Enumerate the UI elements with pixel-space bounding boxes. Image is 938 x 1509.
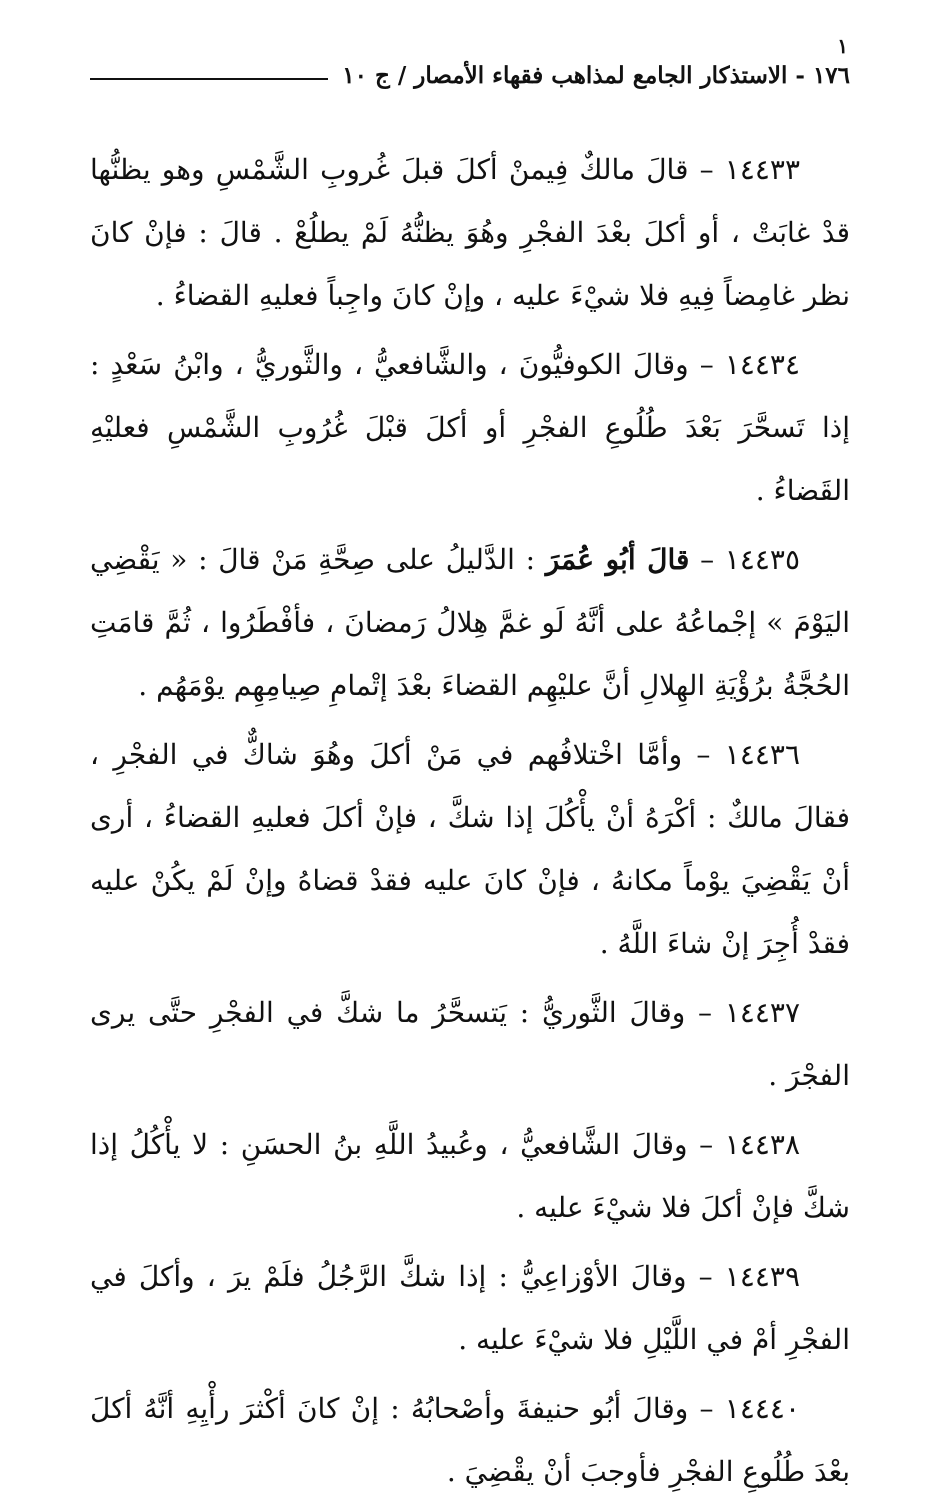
paragraph-number: ١٤٤٣٨ xyxy=(724,1128,800,1161)
paragraph-14436 xyxy=(90,723,850,975)
paragraph-speaker: قالَ أبُو عُمَرَ xyxy=(545,543,690,576)
running-header xyxy=(90,62,850,90)
paragraph-text: – وقالَ الثَّوريُّ : يَتسحَّرُ ما شكَّ في الفجْرِ حتَّى يرى الفجْرَ . xyxy=(90,996,850,1092)
paragraph-text: – وأمَّا اخْتلافُهم في مَنْ أكلَ وهُوَ شاكٌّ في الفجْرِ ، فقالَ مالكٌ : أكْرَهُ أنْ يأْكُلَ إذا شكَّ ، فإنْ أكلَ فعليهِ القضاءُ ، أرى أنْ يَقْضِيَ يوْماً مكانهُ ، فإنْ كانَ عليه فقدْ قضاهُ وإنْ لَمْ يكُنْ عليه فقدْ أُجِرَ إنْ شاءَ اللَّهُ . xyxy=(90,738,850,960)
paragraph-text: – قالَ مالكٌ فِيمنْ أكلَ قبلَ غُروبِ الشَّمْسِ وهو يظنُّها قدْ غابَتْ ، أو أكلَ بعْدَ الفجْرِ وهُوَ يظنُّهُ لَمْ يطلُعْ . قالَ : فإنْ كانَ نظر غامِضاً فِيهِ فلا شيْءَ عليه ، وإنْ كانَ واجِباً فعليهِ القضاءُ . xyxy=(90,153,850,312)
paragraph-number: ١٤٤٣٩ xyxy=(724,1260,800,1293)
running-header-title: ١٧٦ - الاستذكار الجامع لمذاهب فقهاء الأمصار / ج ١٠ xyxy=(342,62,850,89)
paragraph-14435: ١٤٤٣٥ – قالَ أبُو عُمَرَ : الدَّليلُ على صِحَّةِ مَنْ قالَ : « يَقْضِي اليَوْمَ » إجْماعُهُ على أنَّهُ لَو غمَّ هِلالُ رَمضانَ ، فأفْطَرُوا ، ثُمَّ قامَتِ الحُجَّةُ برُؤْيَةِ الهِلالِ أنَّ عليْهِم القضاءَ بعْدَ إتْمامِ صِيامِهِم يوْمَهُم . xyxy=(90,543,850,702)
paragraph-14439 xyxy=(90,1245,850,1371)
paragraph-14440 xyxy=(90,1377,850,1503)
body-text xyxy=(90,138,850,1509)
paragraph-14437 xyxy=(90,981,850,1107)
paragraph-text: – وقالَ الكوفيُّونَ ، والشَّافعيُّ ، والثَّوريُّ ، وابْنُ سَعْدٍ : إذا تَسحَّرَ بَعْدَ طُلُوعِ الفجْرِ أو أكلَ قبْلَ غُرُوبِ الشَّمْسِ فعليْهِ القَضاءُ . xyxy=(90,348,850,507)
page-top-mark: ١ xyxy=(837,34,848,58)
paragraph-14438 xyxy=(90,1113,850,1239)
paragraph-14433 xyxy=(90,138,850,327)
header-divider xyxy=(90,78,328,80)
paragraph-14434 xyxy=(90,333,850,522)
paragraph-text: – وقالَ الأوْزاعِيُّ : إذا شكَّ الرَّجُلُ فلَمْ يرَ ، وأكلَ في الفجْرِ أمْ في اللَّيْلِ فلا شيْءَ عليه . xyxy=(90,1260,850,1356)
paragraph-text: – وقالَ الشَّافعيُّ ، وعُبيدُ اللَّهِ بنُ الحسَنِ : لا يأْكُلُ إذا شكَّ فإنْ أكلَ فلا شيْءَ عليه . xyxy=(90,1128,850,1224)
paragraph-number: ١٤٤٣٤ xyxy=(724,348,801,381)
paragraph-text: : الدَّليلُ على صِحَّةِ مَنْ قالَ : « يَقْضِي اليَوْمَ » إجْماعُهُ على أنَّهُ لَو غمَّ هِلالُ رَمضانَ ، فأفْطَرُوا ، ثُمَّ قامَتِ الحُجَّةُ برُؤْيَةِ الهِلالِ أنَّ عليْهِم القضاءَ بعْدَ إتْمامِ صِيامِهِم يوْمَهُم . xyxy=(90,543,850,702)
paragraph-number: ١٤٤٣٧ xyxy=(724,996,801,1029)
paragraph-number: ١٤٤٣٦ xyxy=(724,738,800,771)
paragraph-number: ١٤٤٣٥ xyxy=(724,543,800,576)
paragraph-text: – وقالَ أبُو حنيفةَ وأصْحابُهُ : إنْ كانَ أكْثرَ رأْيِهِ أنَّهُ أكلَ بعْدَ طُلُوعِ الفجْرِ فأوجبَ أنْ يقْضِيَ . xyxy=(90,1392,850,1488)
paragraph-number: ١٤٤٤٠ xyxy=(724,1392,800,1425)
paragraph-number: ١٤٤٣٣ xyxy=(724,153,800,186)
